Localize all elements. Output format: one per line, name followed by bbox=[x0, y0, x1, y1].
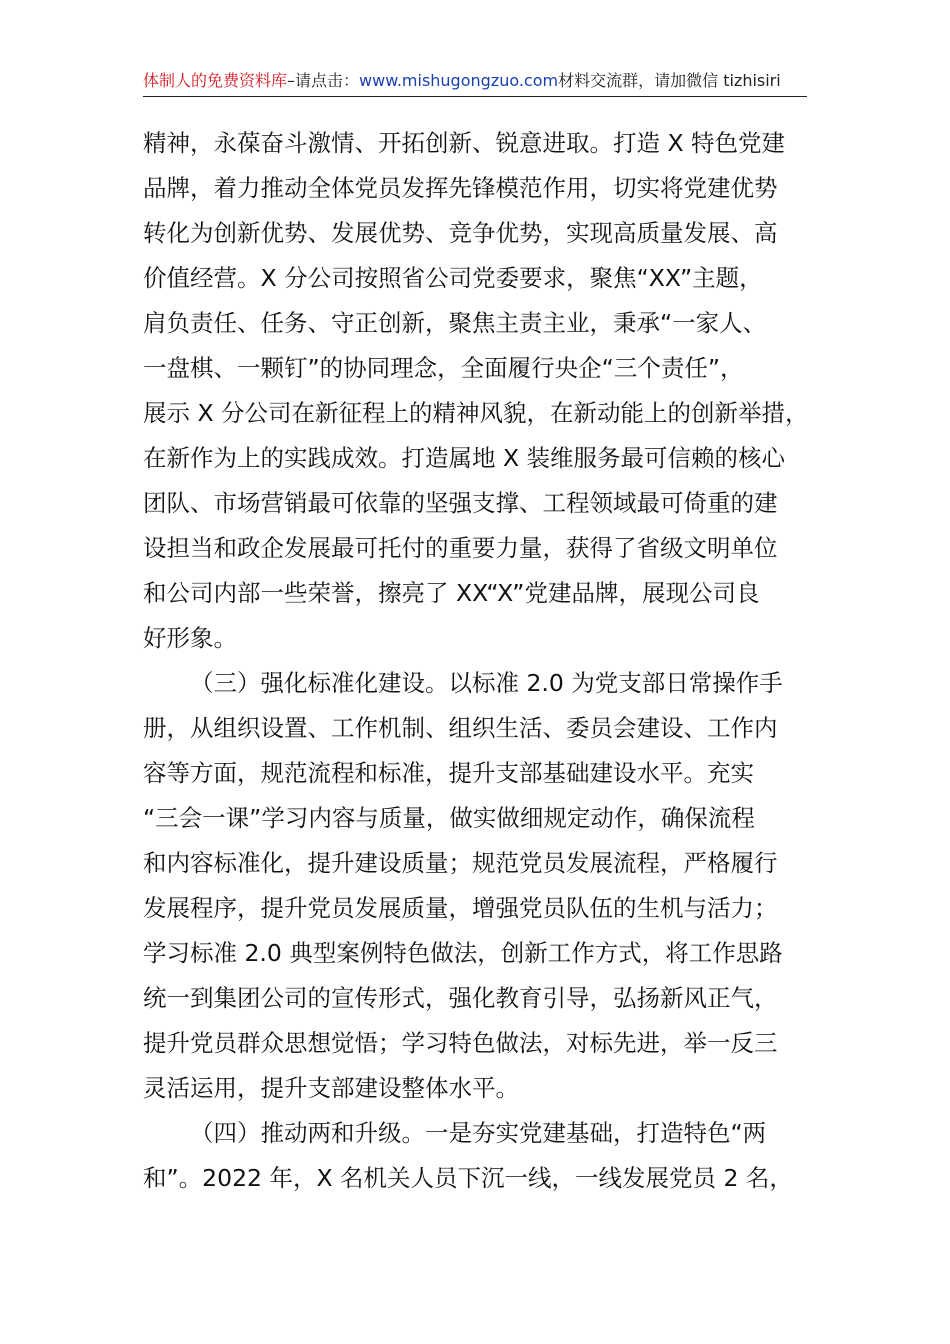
page-header bbox=[143, 66, 807, 97]
header-contact: 材料交流群，请加微信 tizhisiri bbox=[558, 71, 781, 90]
text-line: 学习标准 2.0 典型案例特色做法，创新工作方式，将工作思路 bbox=[143, 939, 783, 967]
text-line: 在新作为上的实践成效。打造属地 X 装维服务最可信赖的核心 bbox=[143, 444, 786, 472]
header-link[interactable]: www.mishugongzuo.com bbox=[359, 71, 559, 90]
header-prompt: –请点击： bbox=[287, 71, 360, 90]
text-line: 品牌，着力推动全体党员发挥先锋模范作用，切实将党建优势 bbox=[143, 174, 778, 202]
section-heading-line: （三）强化标准化建设。以标准 2.0 为党支部日常操作手 bbox=[190, 669, 783, 697]
text-line: 肩负责任、任务、守正创新，聚焦主责主业，秉承“一家人、 bbox=[143, 309, 767, 337]
text-line: 容等方面，规范流程和标准，提升支部基础建设水平。充实 bbox=[143, 759, 754, 787]
text-line: 发展程序，提升党员发展质量，增强党员队伍的生机与活力； bbox=[143, 894, 778, 922]
text-line: 设担当和政企发展最可托付的重要力量，获得了省级文明单位 bbox=[143, 534, 778, 562]
document-body bbox=[143, 121, 807, 1201]
section-heading-line: （四）推动两和升级。一是夯实党建基础，打造特色“两 bbox=[190, 1119, 767, 1147]
text-line: 提升党员群众思想觉悟；学习特色做法，对标先进，举一反三 bbox=[143, 1029, 778, 1057]
text-line: “三会一课”学习内容与质量，做实做细规定动作，确保流程 bbox=[143, 804, 755, 832]
header-brand: 体制人的免费资料库 bbox=[143, 71, 288, 90]
text-line: 一盘棋、一颗钉”的协同理念，全面履行央企“三个责任”， bbox=[143, 354, 744, 382]
text-line: 册，从组织设置、工作机制、组织生活、委员会建设、工作内 bbox=[143, 714, 778, 742]
text-line: 和公司内部一些荣誉，擦亮了 XX“X”党建品牌，展现公司良 bbox=[143, 579, 760, 607]
text-line: 展示 X 分公司在新征程上的精神风貌，在新动能上的创新举措， bbox=[143, 399, 809, 427]
text-line: 精神，永葆奋斗激情、开拓创新、锐意进取。打造 X 特色党建 bbox=[143, 129, 786, 157]
text-line: 和”。2022 年，X 名机关人员下沉一线，一线发展党员 2 名， bbox=[143, 1164, 793, 1192]
text-line: 灵活运用，提升支部建设整体水平。 bbox=[143, 1074, 519, 1102]
text-line: 好形象。 bbox=[143, 624, 237, 652]
text-line: 统一到集团公司的宣传形式，强化教育引导，弘扬新风正气， bbox=[143, 984, 778, 1012]
text-line: 和内容标准化，提升建设质量；规范党员发展流程，严格履行 bbox=[143, 849, 778, 877]
text-line: 转化为创新优势、发展优势、竞争优势，实现高质量发展、高 bbox=[143, 219, 778, 247]
text-line: 团队、市场营销最可依靠的坚强支撑、工程领域最可倚重的建 bbox=[143, 489, 778, 517]
text-line: 价值经营。X 分公司按照省公司党委要求，聚焦“XX”主题， bbox=[143, 264, 763, 292]
